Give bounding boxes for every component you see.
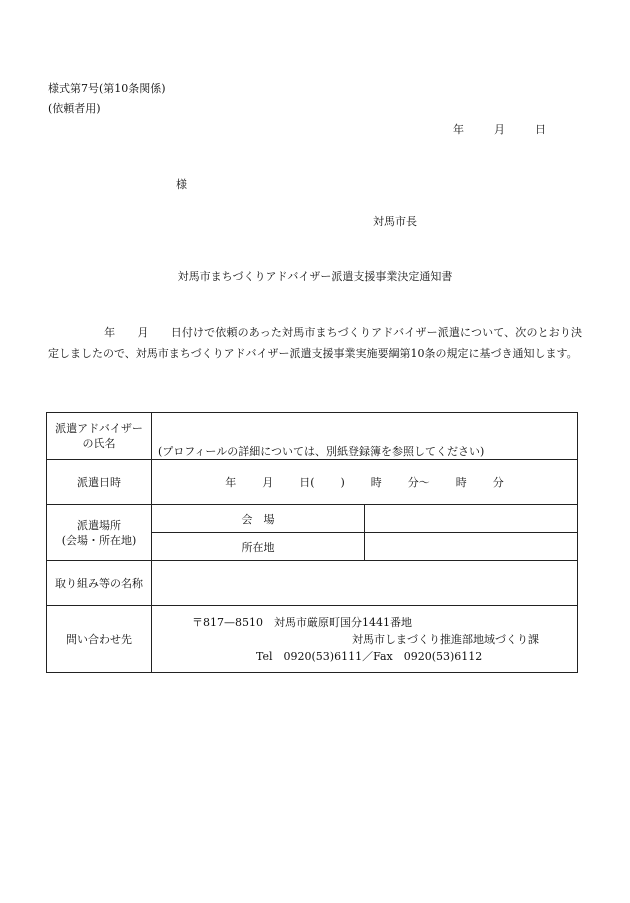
body-text: 日付けで依頼のあった対馬市まちづくりアドバイザー派遣について、次のとおり決定しましたので、対馬市まちづくりアドバイザー派遣支援事業実施要綱第10条の規定に基づき通知します。 (48, 326, 583, 360)
issue-date (453, 121, 546, 137)
contact-phone-fax: Tel 0920(53)6111／Fax 0920(53)6112 (256, 649, 483, 663)
venue-label: 会 場 (152, 505, 365, 533)
advisor-name-cell (152, 413, 578, 460)
advisor-label-line1: 派遣アドバイザー (55, 422, 143, 435)
datetime-minute-end: 分 (492, 476, 504, 489)
effort-name-label: 取り組み等の名称 (47, 561, 152, 606)
recipient-honorific: 様 (176, 178, 187, 191)
datetime-value-cell (152, 460, 578, 505)
issuer-title: 対馬市長 (373, 215, 417, 228)
address-label: 所在地 (152, 533, 365, 561)
place-label-line1: 派遣場所 (77, 518, 121, 532)
requester-note: (依頼者用) (48, 102, 101, 115)
datetime-day: 日( (299, 476, 315, 489)
datetime-label: 派遣日時 (47, 460, 152, 505)
dispatch-info-table (46, 412, 578, 673)
contact-value-cell (152, 606, 578, 673)
address-value-cell (365, 533, 578, 561)
datetime-month: 月 (262, 476, 274, 489)
effort-name-value-cell (152, 561, 578, 606)
body-paragraph (48, 322, 582, 364)
body-month-label: 月 (137, 326, 149, 339)
table-row (47, 460, 578, 505)
form-number: 様式第7号(第10条関係) (48, 82, 166, 95)
date-day-label: 日 (535, 123, 546, 136)
venue-value-cell (365, 505, 578, 533)
date-year-label: 年 (453, 123, 464, 136)
contact-label: 問い合わせ先 (47, 606, 152, 673)
advisor-label-line2: の氏名 (82, 437, 116, 450)
contact-department: 対馬市しまづくり推進部地域づくり課 (352, 632, 539, 646)
body-year-label: 年 (104, 326, 116, 339)
table-row (47, 606, 578, 673)
datetime-hour-start: 時 (370, 476, 382, 489)
datetime-close-paren: ) (340, 476, 345, 489)
advisor-profile-note: (プロフィールの詳細については、別紙登録簿を参照してください) (158, 445, 485, 458)
document-title: 対馬市まちづくりアドバイザー派遣支援事業決定通知書 (177, 270, 453, 283)
date-month-label: 月 (494, 123, 505, 136)
place-label-line2: (会場・所在地) (61, 533, 137, 547)
contact-address: 〒817—8510 対馬市厳原町国分1441番地 (192, 615, 412, 629)
advisor-label-cell (47, 413, 152, 460)
table-row (47, 413, 578, 460)
table-row (47, 561, 578, 606)
datetime-minute-start: 分〜 (407, 476, 430, 489)
datetime-year: 年 (225, 476, 237, 489)
datetime-hour-end: 時 (455, 476, 467, 489)
table-row (47, 505, 578, 533)
place-label-cell (47, 505, 152, 561)
